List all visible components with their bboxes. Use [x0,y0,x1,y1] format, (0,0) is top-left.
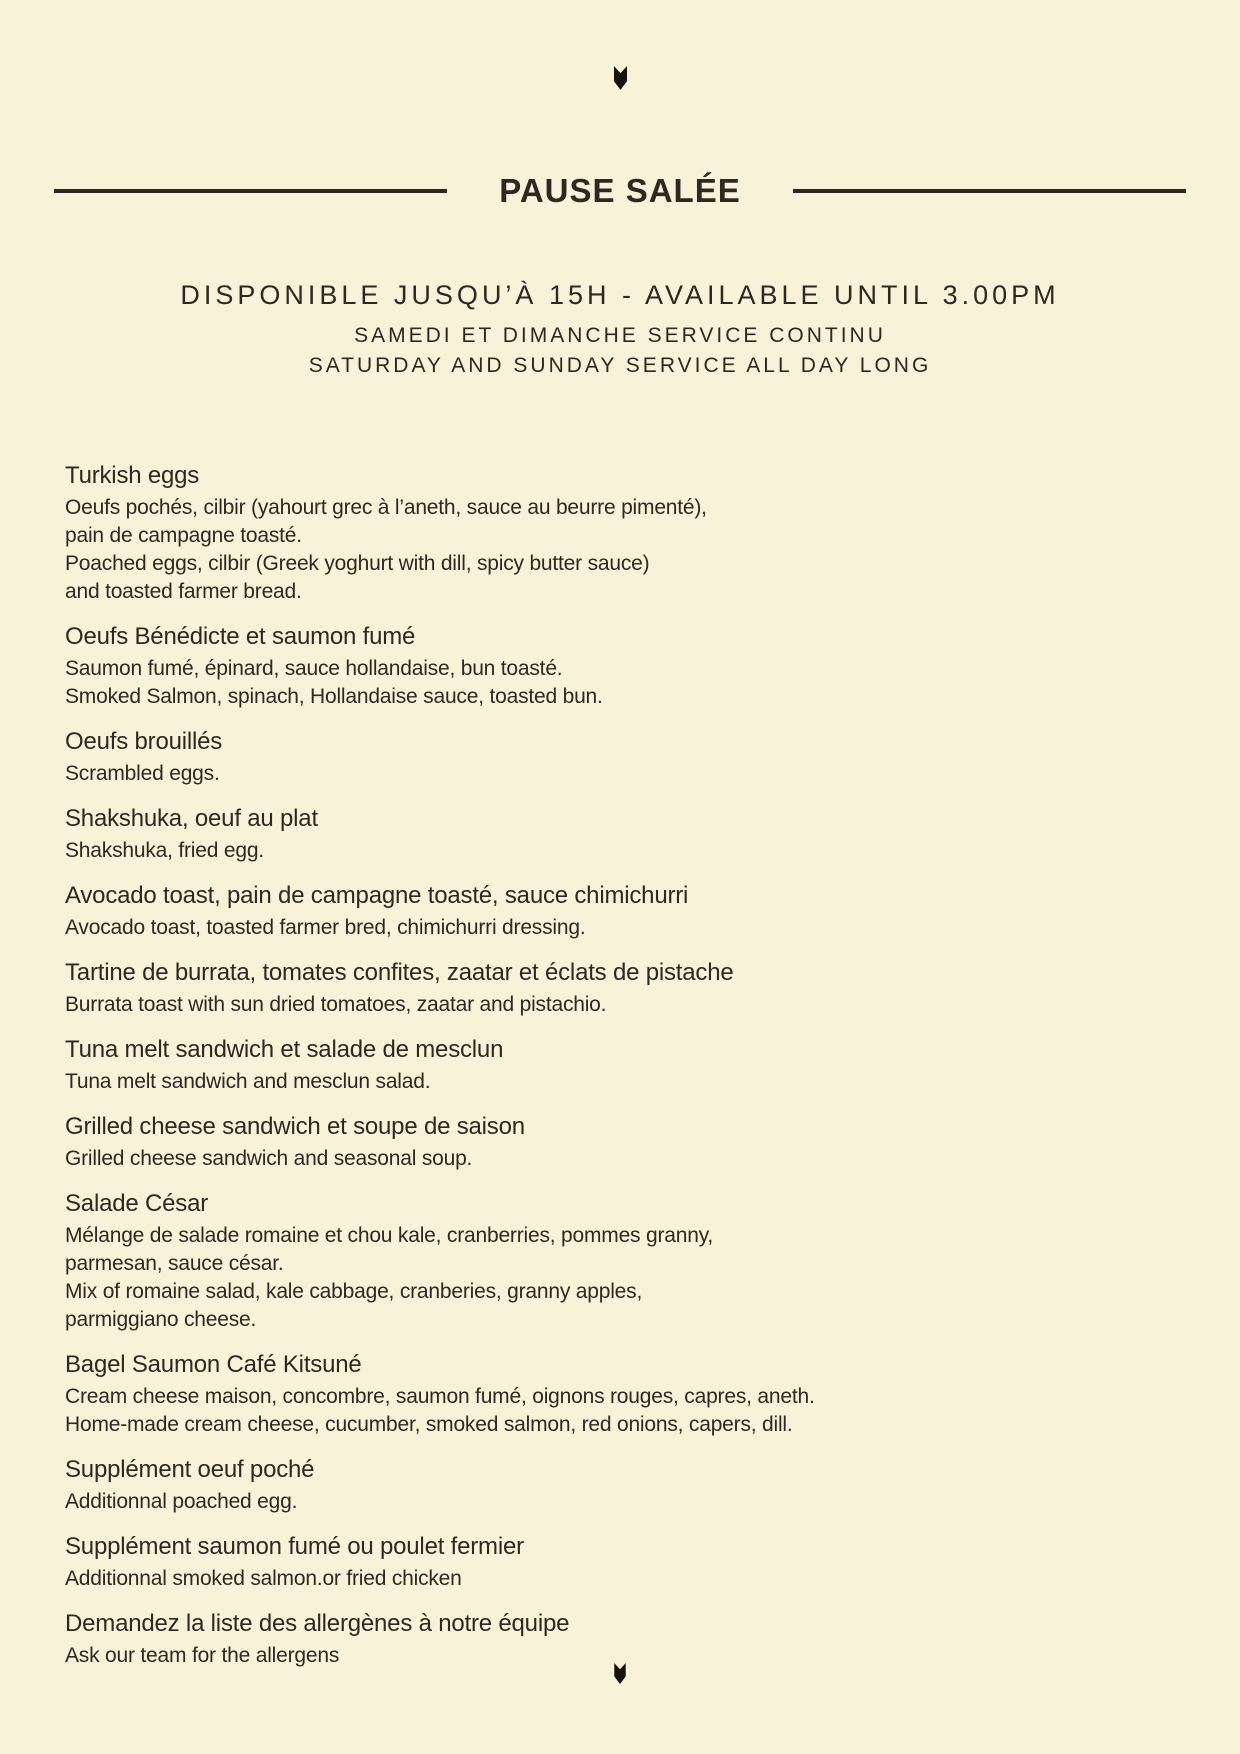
menu-item [65,724,1170,788]
menu-item-name: Tartine de burrata, tomates confites, zaatar et éclats de pistache [65,959,734,986]
menu-item-description-line: Burrata toast with sun dried tomatoes, zaatar and pistachio. [65,993,607,1016]
page-title: PAUSE SALÉE [499,172,741,209]
menu-item [65,1347,1170,1439]
menu-item-description [65,1222,1170,1334]
menu-item [65,619,1170,711]
menu-item-name: Tuna melt sandwich et salade de mesclun [65,1036,504,1063]
menu-item-name: Turkish eggs [65,462,200,489]
title-rule-left [54,189,447,193]
menu-item [65,1529,1170,1593]
menu-item-name: Shakshuka, oeuf au plat [65,805,318,832]
menu-item-description-line: parmesan, sauce césar. [65,1252,284,1275]
menu-item [65,878,1170,942]
menu-item-description [65,914,1170,942]
menu-item-description [65,760,1170,788]
menu-item-description [65,1565,1170,1593]
menu-section-header [0,170,1240,212]
menu-item-description-line: Scrambled eggs. [65,762,220,785]
menu-item-description-line: Saumon fumé, épinard, sauce hollandaise, bun toasté. [65,657,563,680]
menu-item-description-line: Tuna melt sandwich and mesclun salad. [65,1070,431,1093]
menu-item-name: Bagel Saumon Café Kitsuné [65,1351,362,1378]
fox-tail-icon [0,0,1240,90]
menu-item-description [65,1145,1170,1173]
menu-item-description [65,1383,1170,1439]
menu-item-description [65,837,1170,865]
menu-item-description-line: Additionnal smoked salmon.or fried chicken [65,1567,462,1590]
availability-line-2: SAMEDI ET DIMANCHE SERVICE CONTINU [354,324,886,347]
menu-item-name: Oeufs brouillés [65,728,223,755]
menu-item-name: Oeufs Bénédicte et saumon fumé [65,623,416,650]
menu-item [65,801,1170,865]
menu-item-description [65,1488,1170,1516]
menu-item-description-line: pain de campagne toasté. [65,524,302,547]
menu-item-description-line: parmiggiano cheese. [65,1308,257,1331]
menu-item-description [65,655,1170,711]
menu-item [65,955,1170,1019]
menu-item-name: Salade César [65,1190,209,1217]
menu-item [65,1606,1170,1670]
menu-item-description-line: Mix of romaine salad, kale cabbage, cranberies, granny apples, [65,1280,643,1303]
menu-item-name: Avocado toast, pain de campagne toasté, sauce chimichurri [65,882,689,909]
menu-item [65,458,1170,606]
availability-line-3: SATURDAY AND SUNDAY SERVICE ALL DAY LONG [308,354,932,377]
menu-item [65,1109,1170,1173]
menu-item [65,1032,1170,1096]
menu-item-description-line: Cream cheese maison, concombre, saumon fumé, oignons rouges, capres, aneth. [65,1385,815,1408]
menu-item-name: Demandez la liste des allergènes à notre équipe [65,1610,570,1637]
menu-item-description-line: Shakshuka, fried egg. [65,839,264,862]
menu-list [65,458,1170,1670]
menu-item-name: Supplément oeuf poché [65,1456,315,1483]
availability-line-1: DISPONIBLE JUSQU’À 15H - AVAILABLE UNTIL 3.00PM [180,280,1060,310]
menu-item-description-line: Grilled cheese sandwich and seasonal soup. [65,1147,473,1170]
menu-item-description-line: Mélange de salade romaine et chou kale, cranberries, pommes granny, [65,1224,714,1247]
menu-item-description [65,1068,1170,1096]
menu-item-description-line: Avocado toast, toasted farmer bred, chimichurri dressing. [65,916,586,939]
menu-item-description [65,494,1170,606]
menu-item-description-line: Smoked Salmon, spinach, Hollandaise sauce, toasted bun. [65,685,603,708]
title-rule-right [793,189,1186,193]
menu-item-name: Grilled cheese sandwich et soupe de saison [65,1113,525,1140]
fox-tail-icon-bottom [0,1663,1240,1684]
menu-item-description-line: Home-made cream cheese, cucumber, smoked salmon, red onions, capers, dill. [65,1413,793,1436]
menu-item-description-line: Poached eggs, cilbir (Greek yoghurt with dill, spicy butter sauce) [65,552,650,575]
menu-item [65,1452,1170,1516]
menu-item-description-line: Ask our team for the allergens [65,1644,340,1667]
menu-item-description-line: Oeufs pochés, cilbir (yahourt grec à l’aneth, sauce au beurre pimenté), [65,496,707,519]
menu-item-name: Supplément saumon fumé ou poulet fermier [65,1533,524,1560]
menu-item [65,1186,1170,1334]
availability-info [0,280,1240,380]
menu-item-description-line: Additionnal poached egg. [65,1490,298,1513]
menu-item-description [65,991,1170,1019]
menu-item-description-line: and toasted farmer bread. [65,580,302,603]
